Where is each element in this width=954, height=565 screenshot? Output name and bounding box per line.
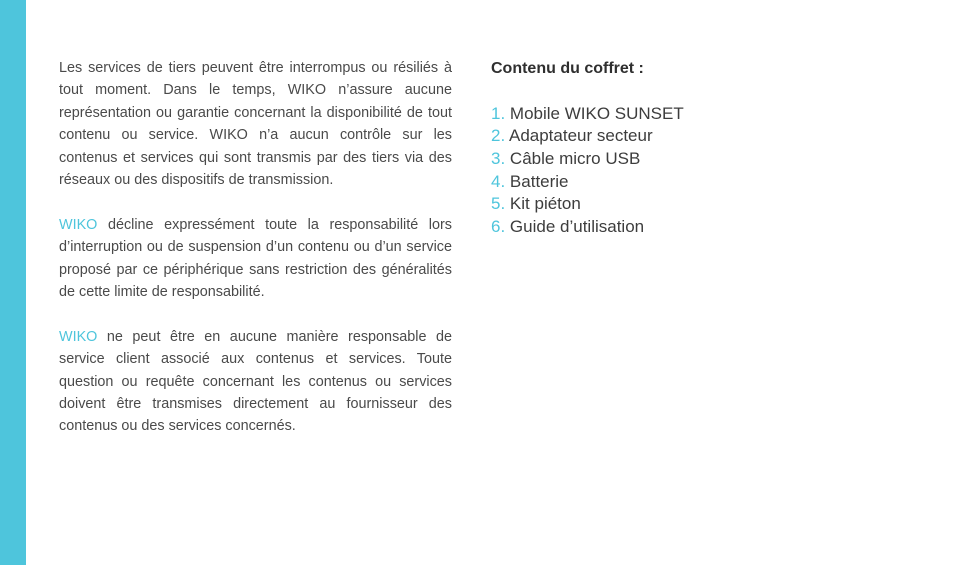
item-number: 1. <box>491 103 506 123</box>
item-label: Adaptateur secteur <box>508 126 653 146</box>
paragraph-customer-service <box>59 326 452 438</box>
item-number: 5. <box>491 194 506 214</box>
list-item <box>491 148 891 171</box>
list-item <box>491 125 891 148</box>
item-number: 3. <box>491 148 506 168</box>
list-item <box>491 193 891 216</box>
item-label: Mobile WIKO SUNSET <box>509 103 684 123</box>
paragraph-liability-disclaimer <box>59 214 452 304</box>
item-label: Câble micro USB <box>509 148 641 168</box>
item-number: 2. <box>491 126 506 146</box>
right-column <box>491 57 891 239</box>
box-contents-title: Contenu du coffret : <box>491 60 644 77</box>
list-item <box>491 103 891 126</box>
item-number: 4. <box>491 171 506 191</box>
left-column <box>59 57 452 460</box>
side-accent-bar <box>0 0 26 565</box>
item-label: Batterie <box>509 171 569 191</box>
list-item <box>491 171 891 194</box>
paragraph-third-party-services: Les services de tiers peuvent être interrompus ou résiliés à tout moment. Dans le temps, WIKO n’assure aucune représentation ou garantie concernant la disponibilité de tout contenu ou service. WIKO n’a aucun contrôle sur les contenus et services qui sont transmis par des tiers via des réseaux ou des dispositifs de transmission. <box>59 60 452 189</box>
paragraph-text: décline expressément toute la responsabilité lors d’interruption ou de suspension d’un contenu ou d’un service proposé par ce périphérique sans restriction des généralités de cette limite de responsabilité. <box>59 216 452 301</box>
brand-name: WIKO <box>59 328 98 345</box>
brand-name: WIKO <box>59 216 98 233</box>
item-label: Guide d’utilisation <box>509 217 645 237</box>
paragraph-text: ne peut être en aucune manière responsable de service client associé aux contenus et services. Toute question ou requête concernant les contenus ou services doivent être transmises directement au fournisseur des contenus ou des services concernés. <box>59 328 452 435</box>
item-number: 6. <box>491 217 506 237</box>
list-item <box>491 216 891 239</box>
box-contents-list <box>491 103 891 239</box>
item-label: Kit piéton <box>509 194 581 214</box>
